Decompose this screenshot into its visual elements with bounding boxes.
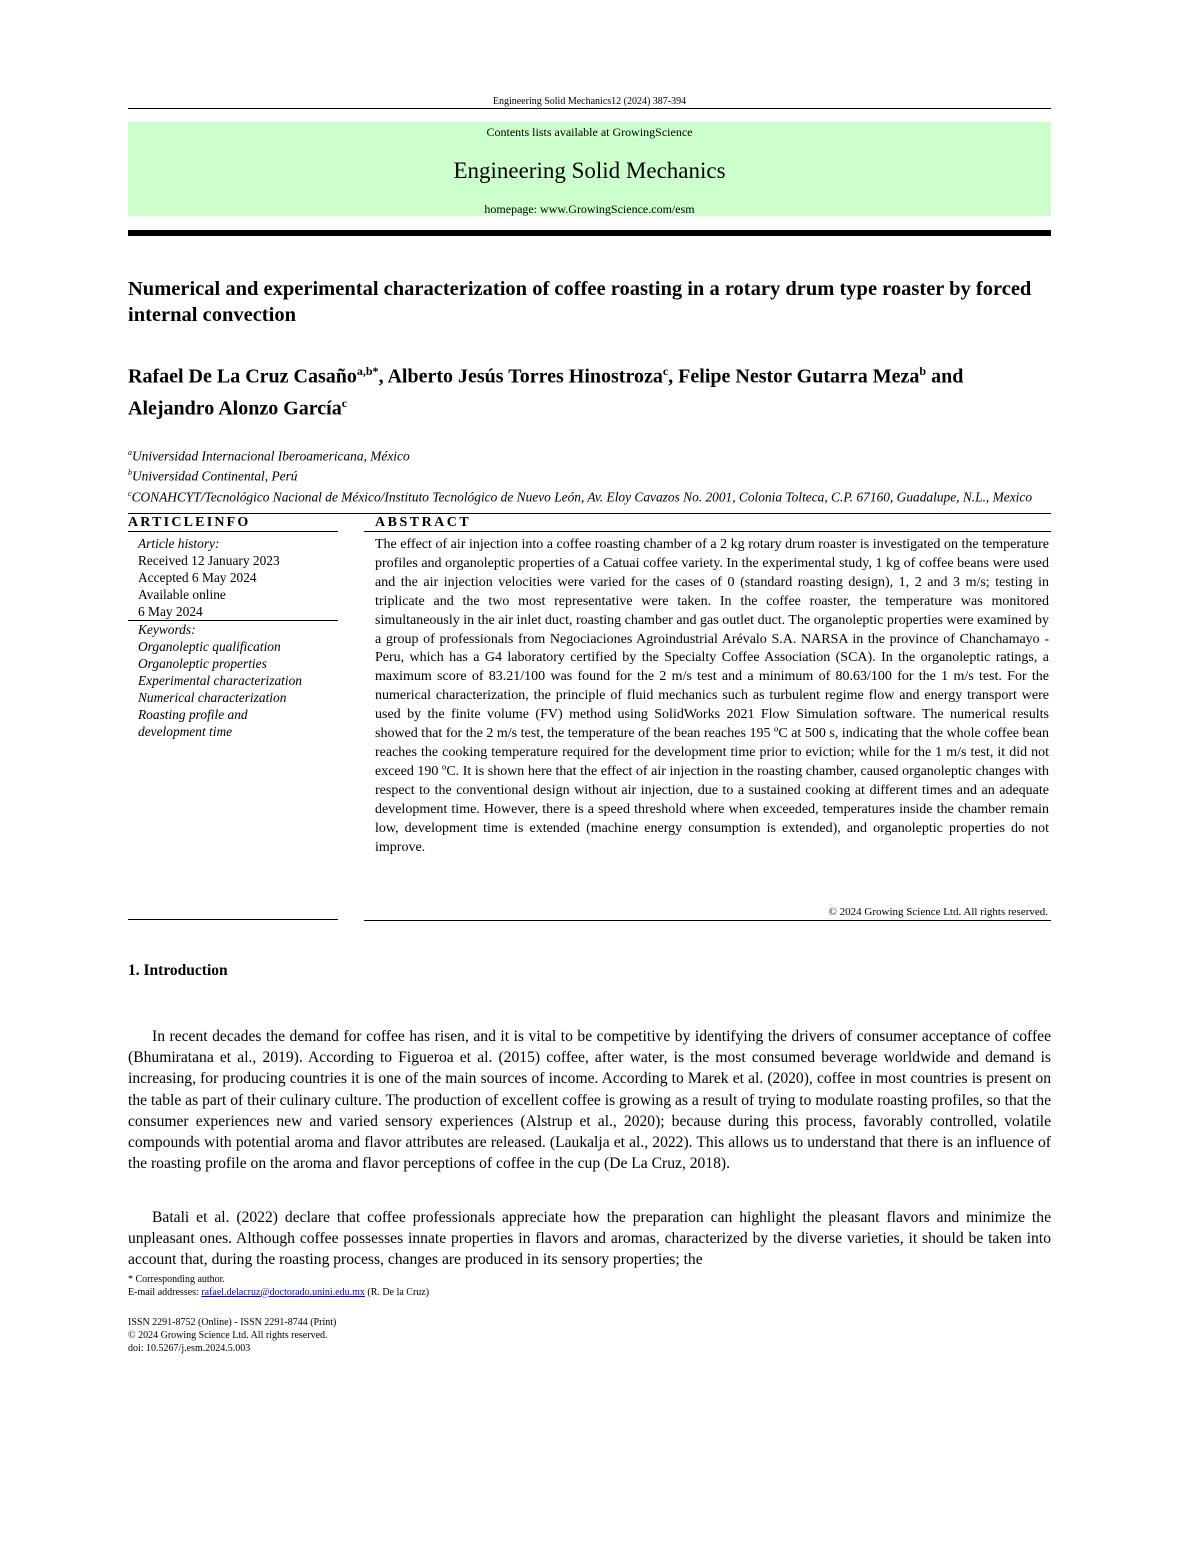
- article-info-bottom-rule: [128, 919, 338, 920]
- keyword-item: Numerical characterization: [138, 690, 287, 705]
- abstract-text: The effect of air injection into a coffee roasting chamber of a 2 kg rotary drum roaster is investigated on the temperature profiles and organoleptic properties of a Catuai coffee variety. In the experimental study, 1 kg of coffee beans were used and the air injection velocities were varied for the cases of 0 (standard roasting design), 1, 2 and 3 m/s; testing in triplicate and the two most representative were taken. In the coffee roaster, the temperature was monitored simultaneously in the air inlet duct, roasting chamber and gas outlet duct. The organoleptic properties were examined by a group of professionals from Negociaciones Agroindustrial Arévalo S.A. NARSA in the province of Chanchamayo - Peru, which has a G4 laboratory certified by the Specialty Coffee Association (SCA). In the organoleptic ratings, a maximum score of 83.21/100 was found for the 2 m/s test and a minimum of 80.63/100 for the 1 m/s test. For the numerical characterization, the principle of fluid mechanics such as turbulent regime flow and energy transport were used by the finite volume (FV) method using SolidWorks 2021 Flow Simulation software. The numerical results showed that for the 2 m/s test, the temperature of the bean reaches 195 ºC at 500 s, indicating that the whole coffee bean reaches the cooking temperature required for the development time prior to eviction; while for the 1 m/s test, it did not exceed 190 ºC. It is shown here that the effect of air injection in the roasting chamber, caused organoleptic changes with respect to the conventional design without air injection, due to a sustained cooking at different times and an adequate development time. However, there is a speed threshold where when exceeded, temperatures inside the chamber remain low, development time is extended (machine energy consumption is extended), and organoleptic properties do not improve.: [375, 537, 1050, 855]
- author-separator: ,: [378, 365, 388, 388]
- affiliations: [128, 444, 1051, 505]
- journal-name: Engineering Solid Mechanics: [453, 158, 726, 183]
- section-heading: 1. Introduction: [128, 962, 228, 979]
- contents-line: Contents lists available at GrowingScience: [486, 125, 693, 139]
- author-name: Alejandro Alonzo García: [128, 397, 342, 420]
- article-history: [138, 535, 338, 620]
- keyword-item: Organoleptic properties: [138, 656, 267, 671]
- affiliation-mark: a: [128, 448, 132, 457]
- abstract-bottom-rule: [364, 920, 1051, 921]
- affiliation-mark: b: [128, 468, 132, 478]
- article-info-heading: ARTICLEINFO: [128, 515, 251, 530]
- author-name: Rafael De La Cruz Casaño: [128, 365, 357, 388]
- article-title: Numerical and experimental characterization of coffee roasting in a rotary drum type roaster by forced internal convection: [128, 278, 1032, 326]
- history-label: Article history:: [138, 536, 220, 551]
- author-affil-mark: a,b*: [356, 364, 379, 378]
- affiliation-line: [128, 485, 1051, 505]
- running-header: Engineering Solid Mechanics12 (2024) 387-394: [492, 96, 687, 107]
- history-item: Accepted 6 May 2024: [138, 570, 257, 585]
- history-item: Available online: [138, 587, 226, 602]
- author-separator: ,: [668, 365, 679, 388]
- abstract-rule: [364, 531, 1051, 532]
- body-paragraph: In recent decades the demand for coffee has risen, and it is vital to be competitive by identifying the drivers of consumer acceptance of coffee (Bhumiratana et al., 2019). According to Figueroa et al. (2015) coffee, after water, is the most consumed beverage worldwide and demand is increasing, for producing countries it is one of the main sources of income. According to Marek et al. (2020), coffee in most countries is present on the table as part of their culinary culture. The production of excellent coffee is growing as a result of trying to modulate roasting profiles, so that the consumer experiences new and varied sensory experiences (Alstrup et al., 2020); because during this process, favorably controlled, volatile compounds with potential aroma and flavor attributes are released. (Laukalja et al., 2022). This allows us to understand that there is an influence of the roasting profile on the aroma and flavor perceptions of coffee in the cup (De La Cruz, 2018).: [128, 1028, 1051, 1173]
- doi-line: doi: 10.5267/j.esm.2024.5.003: [128, 1343, 251, 1354]
- affiliation-line: [128, 464, 1051, 484]
- abstract-heading: ABSTRACT: [375, 515, 472, 530]
- banner-rule: [128, 230, 1051, 236]
- header-rule: [128, 108, 1051, 109]
- author-name: Felipe Nestor Gutarra Meza: [678, 365, 920, 388]
- email-line: E-mail addresses: rafael.delacruz@doctorado.unini.edu.mx (R. De la Cruz): [128, 1286, 430, 1298]
- author-name: Alberto Jesús Torres Hinostroza: [387, 365, 663, 388]
- author-affil-mark: c: [662, 364, 669, 378]
- keyword-item: Roasting profile and development time: [138, 707, 248, 739]
- affiliations-rule: [128, 513, 1051, 514]
- journal-banner: [128, 122, 1051, 216]
- issn-line: ISSN 2291-8752 (Online) - ISSN 2291-8744 (Print): [128, 1317, 337, 1328]
- email-link[interactable]: rafael.delacruz@doctorado.unini.edu.mx: [201, 1286, 365, 1298]
- author-affil-mark: b: [919, 364, 927, 378]
- copyright-line: © 2024 Growing Science Ltd. All rights reserved.: [128, 1330, 328, 1341]
- affiliation-text: Universidad Internacional Iberoamericana, México: [132, 448, 410, 464]
- history-item: Received 12 January 2023: [138, 553, 280, 568]
- keywords: [138, 621, 338, 740]
- author-affil-mark: c: [341, 395, 348, 410]
- issn-block: [128, 1316, 728, 1355]
- author-separator: and: [926, 365, 964, 388]
- journal-homepage: homepage: www.GrowingScience.com/esm: [484, 202, 695, 216]
- abstract-copyright: © 2024 Growing Science Ltd. All rights reserved.: [828, 906, 1048, 918]
- affiliation-text: Universidad Continental, Perú: [132, 468, 298, 484]
- keyword-item: Organoleptic qualification: [138, 639, 281, 654]
- article-info-rule: [128, 531, 338, 532]
- affiliation-text: CONAHCYT/Tecnológico Nacional de México/Instituto Tecnológico de Nuevo León, Av. Eloy Cavazos No. 2001, Colonia Tolteca, C.P. 67160, Guadalupe, N.L., Mexico: [131, 489, 1033, 505]
- corresponding-author-note: * Corresponding author.: [128, 1274, 225, 1285]
- keyword-item: Experimental characterization: [138, 673, 303, 688]
- affiliation-line: [128, 444, 1051, 464]
- keywords-label: Keywords:: [138, 622, 196, 637]
- author-list: [128, 358, 1051, 421]
- history-item: 6 May 2024: [138, 604, 203, 619]
- body-paragraph: Batali et al. (2022) declare that coffee professionals appreciate how the preparation can highlight the pleasant flavors and minimize the unpleasant ones. Although coffee possesses innate properties in flavors and aromas, characterized by the diverse varieties, it should be taken into account that, during the roasting process, changes are produced in its sensory properties; the: [128, 1209, 1051, 1269]
- affiliation-mark: c: [128, 488, 132, 498]
- corresponding-footnote: [128, 1274, 728, 1299]
